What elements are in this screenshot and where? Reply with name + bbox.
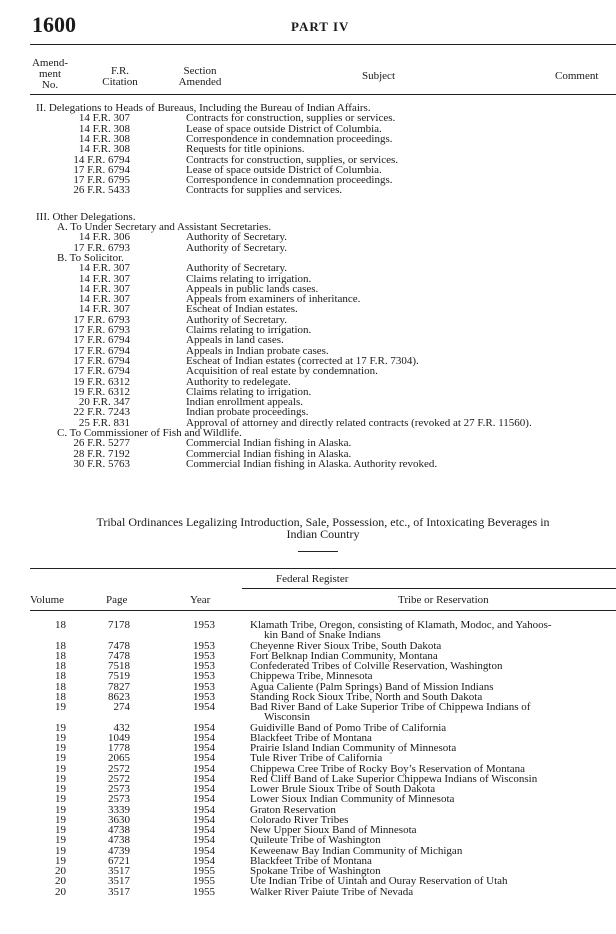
tribe-cell: Blackfeet Tribe of Montana [250, 731, 372, 744]
subject: Appeals from examiners of inheritance. [186, 293, 361, 306]
tribe-cell: Quileute Tribe of Washington [250, 834, 381, 847]
page-cell: 2573 [108, 793, 130, 806]
page-cell: 7478 [108, 649, 130, 662]
tribe-cell: Walker River Paiute Tribe of Nevada [250, 885, 414, 898]
table2-header-rule [30, 610, 616, 611]
volume-cell: 20 [55, 875, 66, 888]
table1-header-rule [30, 94, 616, 95]
fr-citation: 30 F.R. 5763 [73, 457, 130, 470]
col-header-subject: Subject [362, 70, 395, 82]
page-number: 1600 [32, 12, 76, 37]
volume-cell: 19 [55, 752, 66, 765]
subject: Requests for title opinions. [186, 143, 305, 156]
fr-citation: 14 F.R. 308 [78, 122, 130, 135]
col-header-page: Page [106, 594, 128, 606]
header-rule [30, 44, 616, 45]
fr-citation: 17 F.R. 6794 [73, 344, 130, 357]
year-cell: 1955 [193, 885, 215, 898]
fr-citation: 14 F.R. 308 [78, 143, 130, 156]
federal-register-header: Federal Register [276, 573, 349, 585]
col-header-volume: Volume [30, 594, 65, 606]
page-cell: 3630 [108, 813, 130, 826]
year-cell: 1953 [193, 649, 215, 662]
year-cell: 1953 [193, 690, 215, 703]
fr-citation: 28 F.R. 7192 [73, 447, 130, 460]
tribe-cell: Standing Rock Sioux Tribe, North and South Dakota [250, 690, 483, 703]
fr-citation: 17 F.R. 6793 [73, 324, 130, 336]
subject: Contracts for construction, supplies or services. [186, 112, 396, 125]
year-cell: 1954 [193, 803, 215, 816]
year-cell: 1954 [193, 793, 215, 806]
volume-cell: 18 [55, 690, 66, 703]
tribe-cell: Lower Sioux Indian Community of Minnesota [250, 793, 455, 806]
volume-cell: 19 [55, 834, 66, 847]
page-cell: 3517 [108, 875, 130, 888]
ordinances-caption-line2: Indian Country [286, 527, 360, 541]
subject: Approval of attorney and directly related contracts (revoked at 27 F.R. 11560). [186, 416, 532, 429]
subject: Acquisition of real estate by condemnation. [186, 365, 378, 378]
caption-divider [298, 551, 338, 552]
fr-citation: 22 F.R. 7243 [73, 406, 130, 419]
tribe-cell: Ute Indian Tribe of Uintah and Ouray Reservation of Utah [250, 875, 508, 888]
tribe-cell: Bad River Band of Lake Superior Tribe of Chippewa Indians of [250, 701, 531, 713]
volume-cell: 18 [55, 660, 66, 672]
year-cell: 1953 [193, 670, 215, 683]
page-cell: 8623 [108, 690, 130, 703]
year-cell: 1953 [193, 680, 215, 693]
page-cell: 432 [113, 721, 130, 734]
subject: Escheat of Indian estates. [186, 303, 298, 316]
page-cell: 3517 [108, 865, 130, 877]
col-header-section: Section Amended [178, 65, 222, 88]
volume-cell: 19 [55, 813, 66, 826]
table2-top-rule [30, 568, 616, 569]
subject: Claims relating to irrigation. [186, 324, 312, 336]
year-cell: 1953 [193, 660, 215, 672]
fr-citation: 26 F.R. 5277 [73, 437, 130, 450]
section-heading: III. Other Delegations. [36, 210, 136, 223]
year-cell: 1955 [193, 875, 215, 888]
year-cell: 1954 [193, 834, 215, 847]
year-cell: 1955 [193, 865, 215, 877]
col-header-year: Year [190, 594, 211, 606]
subsection-heading: C. To Commissioner of Fish and Wildlife. [57, 427, 242, 439]
tribe-cell: Spokane Tribe of Washington [250, 865, 381, 877]
subject: Authority of Secretary. [186, 231, 288, 244]
year-cell: 1954 [193, 721, 215, 734]
volume-cell: 18 [55, 639, 66, 652]
subject: Correspondence in condemnation proceedings. [186, 174, 393, 187]
page-cell: 7478 [108, 639, 130, 652]
subject: Authority to redelegate. [186, 375, 291, 388]
tribe-cell: New Upper Sioux Band of Minnesota [250, 824, 417, 836]
tribe-cell: Lower Brule Sioux Tribe of South Dakota [250, 783, 436, 795]
page-cell: 6721 [108, 854, 130, 867]
fr-citation: 19 F.R. 6312 [73, 385, 130, 398]
tribe-cell: Chippewa Tribe, Minnesota [250, 670, 373, 683]
volume-cell: 19 [55, 803, 66, 816]
fr-citation: 25 F.R. 831 [78, 416, 130, 429]
page-cell: 7518 [108, 660, 130, 672]
tribe-cell: Cheyenne River Sioux Tribe, South Dakota [250, 639, 442, 652]
volume-cell: 19 [55, 762, 66, 775]
subject: Authority of Secretary. [186, 262, 288, 275]
volume-cell: 19 [55, 854, 66, 867]
fr-citation: 17 F.R. 6794 [73, 334, 130, 347]
subject: Commercial Indian fishing in Alaska. [186, 447, 352, 460]
subsection-heading: B. To Solicitor. [57, 251, 124, 264]
volume-cell: 18 [55, 680, 66, 693]
fr-citation: 17 F.R. 6794 [73, 365, 130, 378]
tribe-cell: Red Cliff Band of Lake Superior Chippewa Indians of Wisconsin [250, 772, 538, 785]
page-cell: 7519 [108, 670, 130, 683]
subject: Appeals in public lands cases. [186, 282, 319, 295]
subject: Claims relating to irrigation. [186, 385, 312, 398]
fr-citation: 14 F.R. 306 [78, 231, 130, 244]
page-cell: 1049 [108, 731, 130, 744]
year-cell: 1954 [193, 824, 215, 836]
year-cell: 1954 [193, 813, 215, 826]
subject: Claims relating to irrigation. [186, 272, 312, 285]
tribe-cell: Confederated Tribes of Colville Reservation, Washington [250, 660, 503, 672]
volume-cell: 19 [55, 721, 66, 734]
col-header-comment: Comment [555, 70, 599, 82]
page-cell: 4739 [108, 844, 130, 857]
subject: Commercial Indian fishing in Alaska. [186, 437, 352, 450]
subject: Authority of Secretary. [186, 241, 288, 254]
page-cell: 1778 [108, 742, 130, 754]
volume-cell: 19 [55, 844, 66, 857]
page-cell: 2573 [108, 783, 130, 795]
year-cell: 1953 [193, 639, 215, 652]
fr-citation: 14 F.R. 307 [78, 282, 130, 295]
subject: Appeals in land cases. [186, 334, 284, 347]
year-cell: 1954 [193, 762, 215, 775]
page-cell: 2065 [108, 752, 130, 765]
fr-citation: 17 F.R. 6794 [73, 163, 130, 176]
volume-cell: 19 [55, 772, 66, 785]
volume-cell: 20 [55, 865, 66, 877]
volume-cell: 19 [55, 783, 66, 795]
year-cell: 1954 [193, 752, 215, 765]
tribe-cell: Colorado River Tribes [250, 813, 349, 826]
tribe-cell-continuation: Wisconsin [264, 711, 310, 724]
fr-citation: 26 F.R. 5433 [73, 184, 130, 197]
tribe-cell: Klamath Tribe, Oregon, consisting of Klamath, Modoc, and Yahoos- [250, 619, 552, 631]
tribe-cell: Agua Caliente (Palm Springs) Band of Mission Indians [250, 680, 494, 693]
fr-citation: 14 F.R. 308 [78, 132, 130, 145]
ordinances-caption-line1: Tribal Ordinances Legalizing Introduction, Sale, Possession, etc., of Intoxicating Beverages in [96, 515, 550, 529]
volume-cell: 20 [55, 885, 66, 898]
section-heading: II. Delegations to Heads of Bureaus, Including the Bureau of Indian Affairs. [36, 102, 371, 114]
subject: Lease of space outside District of Columbia. [186, 163, 382, 176]
fr-citation: 17 F.R. 6793 [73, 313, 130, 326]
subject: Lease of space outside District of Columbia. [186, 122, 382, 135]
fr-citation: 17 F.R. 6794 [73, 354, 130, 367]
subject: Authority of Secretary. [186, 313, 288, 326]
volume-cell: 18 [55, 649, 66, 662]
tribe-cell: Fort Belknap Indian Community, Montana [250, 649, 438, 662]
page-cell: 4738 [108, 824, 130, 836]
fr-citation: 14 F.R. 6794 [73, 153, 130, 166]
subject: Indian probate proceedings. [186, 406, 309, 419]
subject: Contracts for construction, supplies, or services. [186, 153, 399, 166]
col-header-tribe: Tribe or Reservation [398, 594, 489, 606]
page-cell: 274 [113, 701, 130, 713]
page-cell: 3339 [108, 803, 130, 816]
federal-register-rule [242, 588, 616, 589]
subject: Appeals in Indian probate cases. [186, 344, 329, 357]
volume-cell: 19 [55, 824, 66, 836]
year-cell: 1953 [193, 619, 215, 631]
year-cell: 1954 [193, 731, 215, 744]
subject: Commercial Indian fishing in Alaska. Authority revoked. [186, 457, 438, 470]
year-cell: 1954 [193, 854, 215, 867]
subject: Escheat of Indian estates (corrected at 17 F.R. 7304). [186, 354, 419, 367]
col-header-citation: F.R. Citation [102, 65, 138, 88]
year-cell: 1954 [193, 742, 215, 754]
tribe-cell: Chippewa Cree Tribe of Rocky Boy’s Reservation of Montana [250, 762, 525, 775]
fr-citation: 19 F.R. 6312 [73, 375, 130, 388]
volume-cell: 19 [55, 793, 66, 806]
tribe-cell: Guidiville Band of Pomo Tribe of California [250, 721, 447, 734]
fr-citation: 14 F.R. 307 [78, 293, 130, 306]
subject: Indian enrollment appeals. [186, 396, 303, 409]
volume-cell: 19 [55, 731, 66, 744]
page-cell: 7178 [108, 619, 130, 631]
fr-citation: 14 F.R. 307 [78, 112, 130, 125]
fr-citation: 17 F.R. 6795 [73, 174, 130, 187]
year-cell: 1954 [193, 772, 215, 785]
fr-citation: 14 F.R. 307 [78, 262, 130, 275]
volume-cell: 18 [55, 619, 66, 631]
tribe-cell: Blackfeet Tribe of Montana [250, 854, 372, 867]
year-cell: 1954 [193, 701, 215, 713]
subject: Contracts for supplies and services. [186, 184, 343, 197]
col-header-amendment: Amend- ment No. [31, 57, 69, 91]
year-cell: 1954 [193, 844, 215, 857]
tribe-cell: Keweenaw Bay Indian Community of Michigan [250, 844, 463, 857]
tribe-cell-continuation: kin Band of Snake Indians [264, 629, 381, 642]
volume-cell: 19 [55, 742, 66, 754]
page-cell: 3517 [108, 885, 130, 898]
fr-citation: 20 F.R. 347 [78, 396, 130, 409]
tribe-cell: Prairie Island Indian Community of Minnesota [250, 742, 457, 754]
part-title: PART IV [291, 19, 350, 34]
tribe-cell: Graton Reservation [250, 803, 336, 816]
fr-citation: 14 F.R. 307 [78, 303, 130, 316]
volume-cell: 19 [55, 701, 66, 713]
page-cell: 2572 [108, 772, 130, 785]
fr-citation: 17 F.R. 6793 [73, 241, 130, 254]
page-cell: 7827 [108, 680, 130, 693]
tribe-cell: Tule River Tribe of California [250, 752, 383, 765]
page-cell: 2572 [108, 762, 130, 775]
subject: Correspondence in condemnation proceedings. [186, 132, 393, 145]
year-cell: 1954 [193, 783, 215, 795]
fr-citation: 14 F.R. 307 [78, 272, 130, 285]
subsection-heading: A. To Under Secretary and Assistant Secretaries. [57, 221, 272, 233]
page-cell: 4738 [108, 834, 130, 847]
volume-cell: 18 [55, 670, 66, 683]
